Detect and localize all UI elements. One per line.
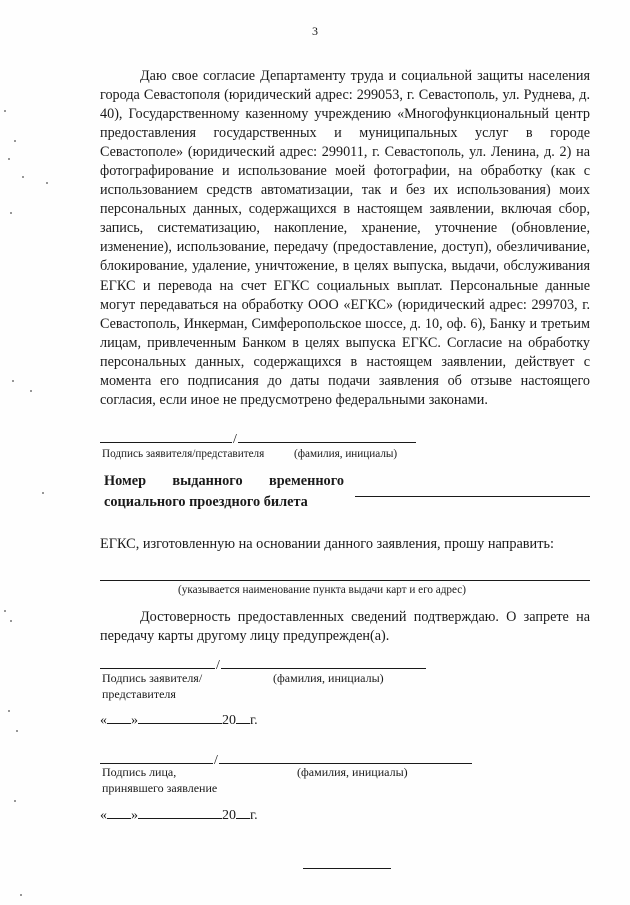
signature-label-3b: принявшего заявление	[102, 781, 218, 795]
consent-paragraph: Даю свое согласие Департаменту труда и социальной защиты населения города Севастополя (юридический адрес: 299053, г. Севастополь, ул. Руднева, д. 40), Государственному казенному учреждению «Многофункциональный центр предоставления государственных и муниципальных услуг в городе Севастополе» (юридический адрес: 299011, г. Севастополь, ул. Ленина, д. 2) на фотографирование и использование моей фотографии, на обработку (как с использованием средств автоматизации, так и без их использования) моих персональных данных, содержащихся в настоящем заявлении, включая сбор, запись, систематизацию, накопление, хранение, уточнение (обновление, изменение), использование, передачу (предоставление, доступ), обезличивание, блокирование, удаление, уничтожение, в целях выпуска, выдачи, обслуживания ЕГКС и перевода на счет ЕГКС социальных выплат. Персональные данные могут передаваться на обработку ООО «ЕГКС» (юридический адрес: 299703, г. Севастополь, Инкерман, Симферопольское шоссе, д. 10, оф. 6), Банку и третьим лицам, привлеченным Банком в целях выпуска ЕГКС. Согласие на обработку персональных данных, содержащихся в настоящем заявлении, действует с момента его подписания до даты подачи заявления об отзыве настоящего согласия, если иное не предусмотрено федеральными законами.	[100, 68, 590, 408]
date-field-2[interactable]: « » 20 г.	[100, 808, 258, 823]
confirmation-paragraph: Достоверность предоставленных сведений подтверждаю. О запрете на передачу карты другому лицу предупрежден(а).	[100, 609, 590, 644]
scan-speck	[16, 730, 18, 732]
signature-label-1: Подпись заявителя/представителя	[102, 448, 265, 460]
ticket-number-field[interactable]	[355, 496, 590, 497]
ticket-number-label: Номер выданного временного социального проездного билета	[104, 473, 344, 510]
signature-label-2a: Подпись заявителя/	[102, 671, 203, 685]
date-field-1[interactable]: « » 20 г.	[100, 713, 258, 728]
signature-label-3a: Подпись лица,	[102, 765, 177, 779]
name-label-3: (фамилия, инициалы)	[297, 765, 408, 779]
name-label-2: (фамилия, инициалы)	[273, 671, 384, 685]
egks-send-text: ЕГКС, изготовленную на основании данного заявления, прошу направить:	[100, 536, 554, 552]
signature-line-3[interactable]: /	[100, 751, 472, 769]
signature-line-1[interactable]: /	[100, 430, 416, 448]
scan-speck	[4, 110, 6, 112]
signature-line-2[interactable]: /	[100, 656, 426, 674]
pickup-point-field[interactable]	[100, 580, 590, 581]
scan-speck	[30, 390, 32, 392]
scan-speck	[20, 894, 22, 896]
scan-speck	[14, 800, 16, 802]
pickup-point-caption: (указывается наименование пункта выдачи карт и его адрес)	[178, 584, 466, 596]
scan-speck	[10, 212, 12, 214]
name-label-1: (фамилия, инициалы)	[294, 448, 398, 460]
scan-speck	[8, 158, 10, 160]
scan-speck	[4, 610, 6, 612]
footer-divider	[303, 868, 391, 869]
scan-speck	[12, 380, 14, 382]
page-number: 3	[312, 24, 318, 38]
scan-speck	[46, 182, 48, 184]
signature-label-2b: представителя	[102, 687, 176, 701]
scan-speck	[10, 620, 12, 622]
scan-speck	[14, 140, 16, 142]
scan-speck	[8, 710, 10, 712]
scan-speck	[22, 176, 24, 178]
scan-speck	[42, 492, 44, 494]
